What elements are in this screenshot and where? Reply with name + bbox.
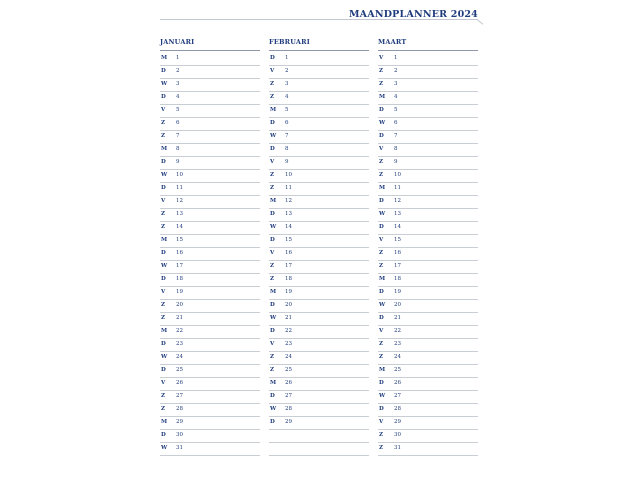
- weekday-letter: M: [270, 107, 277, 113]
- day-number: 22: [285, 328, 292, 334]
- day-row: [378, 378, 478, 391]
- day-row: [269, 365, 369, 378]
- weekday-letter: Z: [270, 367, 275, 373]
- day-row: [269, 248, 369, 261]
- day-number: 29: [285, 419, 292, 425]
- weekday-letter: W: [379, 302, 386, 308]
- day-row: [378, 261, 478, 274]
- weekday-letter: Z: [161, 120, 166, 126]
- weekday-letter: Z: [379, 81, 384, 87]
- day-number: 21: [394, 315, 401, 321]
- weekday-letter: V: [379, 55, 384, 61]
- day-number: 16: [176, 250, 183, 256]
- day-number: 1: [394, 55, 398, 61]
- day-number: 1: [285, 55, 289, 61]
- month-header-rule: [378, 50, 478, 51]
- weekday-letter: D: [161, 432, 166, 438]
- day-number: 12: [394, 198, 401, 204]
- weekday-letter: D: [161, 68, 166, 74]
- day-number: 25: [285, 367, 292, 373]
- day-number: 11: [394, 185, 401, 191]
- day-number: 2: [285, 68, 289, 74]
- day-number: 9: [394, 159, 398, 165]
- day-row: [378, 248, 478, 261]
- day-number: 16: [285, 250, 292, 256]
- day-row: [160, 391, 260, 404]
- day-row: [160, 300, 260, 313]
- day-number: 7: [394, 133, 398, 139]
- weekday-letter: W: [161, 263, 168, 269]
- weekday-letter: D: [161, 341, 166, 347]
- weekday-letter: D: [270, 146, 275, 152]
- day-row: [269, 300, 369, 313]
- day-row: [160, 79, 260, 92]
- day-number: 11: [176, 185, 183, 191]
- weekday-letter: D: [161, 250, 166, 256]
- day-number: 4: [285, 94, 289, 100]
- day-row: [160, 352, 260, 365]
- weekday-letter: M: [161, 237, 168, 243]
- day-number: 1: [176, 55, 180, 61]
- weekday-letter: D: [161, 367, 166, 373]
- day-row: [160, 131, 260, 144]
- day-number: 8: [285, 146, 289, 152]
- day-row: [269, 287, 369, 300]
- day-number: 28: [394, 406, 401, 412]
- day-number: 13: [285, 211, 292, 217]
- day-number: 3: [394, 81, 398, 87]
- day-row: [378, 352, 478, 365]
- weekday-letter: Z: [379, 68, 384, 74]
- weekday-letter: W: [161, 81, 168, 87]
- day-row: [160, 105, 260, 118]
- weekday-letter: D: [270, 237, 275, 243]
- day-row: [378, 404, 478, 417]
- day-row: [160, 157, 260, 170]
- month-header-rule: [269, 50, 369, 51]
- weekday-letter: D: [161, 185, 166, 191]
- weekday-letter: D: [270, 120, 275, 126]
- day-row: [269, 391, 369, 404]
- day-row: [269, 131, 369, 144]
- day-number: 15: [394, 237, 401, 243]
- day-number: 15: [176, 237, 183, 243]
- weekday-letter: Z: [270, 172, 275, 178]
- day-number: 14: [285, 224, 292, 230]
- day-number: 21: [176, 315, 183, 321]
- weekday-letter: D: [161, 276, 166, 282]
- weekday-letter: Z: [161, 133, 166, 139]
- weekday-letter: V: [379, 146, 384, 152]
- day-row: [378, 222, 478, 235]
- weekday-letter: D: [379, 315, 384, 321]
- day-number: 19: [394, 289, 401, 295]
- day-row: [160, 248, 260, 261]
- day-row: [378, 365, 478, 378]
- weekday-letter: V: [379, 237, 384, 243]
- day-row: [160, 326, 260, 339]
- day-number: 23: [394, 341, 401, 347]
- day-row: [269, 274, 369, 287]
- day-row: [269, 66, 369, 79]
- day-row: [378, 339, 478, 352]
- day-number: 20: [176, 302, 183, 308]
- day-row: [378, 118, 478, 131]
- weekday-letter: W: [161, 445, 168, 451]
- weekday-letter: Z: [161, 224, 166, 230]
- day-number: 17: [394, 263, 401, 269]
- day-row: [160, 66, 260, 79]
- day-row: [269, 170, 369, 183]
- day-row: [378, 53, 478, 66]
- weekday-letter: Z: [379, 263, 384, 269]
- day-row: [269, 157, 369, 170]
- day-row: [269, 326, 369, 339]
- day-number: 4: [176, 94, 180, 100]
- weekday-letter: W: [161, 354, 168, 360]
- day-number: 2: [394, 68, 398, 74]
- weekday-letter: Z: [379, 432, 384, 438]
- weekday-letter: Z: [270, 263, 275, 269]
- day-number: 23: [176, 341, 183, 347]
- weekday-letter: V: [379, 328, 384, 334]
- day-row: [378, 183, 478, 196]
- weekday-letter: V: [270, 250, 275, 256]
- day-row: [378, 170, 478, 183]
- day-number: 9: [176, 159, 180, 165]
- day-number: 6: [285, 120, 289, 126]
- day-row: [160, 404, 260, 417]
- day-number: 2: [176, 68, 180, 74]
- weekday-letter: D: [270, 393, 275, 399]
- day-row: [378, 235, 478, 248]
- day-row: [378, 287, 478, 300]
- day-number: 31: [394, 445, 401, 451]
- day-number: 18: [176, 276, 183, 282]
- day-list: [160, 53, 260, 456]
- day-number: 28: [176, 406, 183, 412]
- month-name: FEBRUARI: [269, 38, 311, 46]
- day-row: [269, 222, 369, 235]
- weekday-letter: Z: [379, 341, 384, 347]
- day-number: 18: [285, 276, 292, 282]
- day-number: 11: [285, 185, 292, 191]
- weekday-letter: V: [161, 107, 166, 113]
- weekday-letter: V: [161, 380, 166, 386]
- weekday-letter: Z: [270, 354, 275, 360]
- day-row: [269, 105, 369, 118]
- weekday-letter: M: [161, 419, 168, 425]
- weekday-letter: D: [379, 406, 384, 412]
- day-number: 8: [176, 146, 180, 152]
- day-number: 25: [176, 367, 183, 373]
- empty-day-row: [269, 430, 369, 443]
- weekday-letter: D: [161, 94, 166, 100]
- day-row: [378, 196, 478, 209]
- weekday-letter: Z: [270, 276, 275, 282]
- day-row: [160, 287, 260, 300]
- day-row: [378, 430, 478, 443]
- weekday-letter: Z: [379, 172, 384, 178]
- day-row: [378, 313, 478, 326]
- day-row: [160, 430, 260, 443]
- day-number: 27: [176, 393, 183, 399]
- weekday-letter: W: [270, 315, 277, 321]
- day-row: [378, 417, 478, 430]
- weekday-letter: D: [270, 328, 275, 334]
- day-number: 7: [176, 133, 180, 139]
- weekday-letter: Z: [270, 185, 275, 191]
- weekday-letter: M: [379, 367, 386, 373]
- day-row: [378, 443, 478, 456]
- day-row: [378, 92, 478, 105]
- weekday-letter: Z: [270, 94, 275, 100]
- month-column-februari: [269, 37, 369, 456]
- day-number: 18: [394, 276, 401, 282]
- day-number: 27: [285, 393, 292, 399]
- day-number: 22: [176, 328, 183, 334]
- day-number: 26: [285, 380, 292, 386]
- day-row: [269, 92, 369, 105]
- day-row: [160, 222, 260, 235]
- page-title: MAANDPLANNER 2024: [348, 9, 478, 20]
- day-row: [378, 131, 478, 144]
- day-number: 19: [285, 289, 292, 295]
- day-row: [378, 391, 478, 404]
- day-row: [160, 261, 260, 274]
- day-number: 14: [176, 224, 183, 230]
- weekday-letter: W: [161, 172, 168, 178]
- day-row: [378, 157, 478, 170]
- day-row: [378, 79, 478, 92]
- day-row: [160, 196, 260, 209]
- day-list: [269, 53, 369, 456]
- day-number: 7: [285, 133, 289, 139]
- day-number: 29: [176, 419, 183, 425]
- day-number: 15: [285, 237, 292, 243]
- weekday-letter: D: [270, 419, 275, 425]
- weekday-letter: M: [379, 276, 386, 282]
- weekday-letter: Z: [379, 354, 384, 360]
- weekday-letter: D: [161, 159, 166, 165]
- weekday-letter: Z: [379, 159, 384, 165]
- day-number: 22: [394, 328, 401, 334]
- day-row: [160, 183, 260, 196]
- day-row: [269, 118, 369, 131]
- day-row: [269, 404, 369, 417]
- day-number: 3: [285, 81, 289, 87]
- day-row: [269, 209, 369, 222]
- day-number: 30: [176, 432, 183, 438]
- weekday-letter: D: [379, 224, 384, 230]
- day-row: [269, 378, 369, 391]
- weekday-letter: W: [379, 120, 386, 126]
- day-number: 17: [176, 263, 183, 269]
- day-row: [269, 53, 369, 66]
- weekday-letter: D: [379, 198, 384, 204]
- day-number: 25: [394, 367, 401, 373]
- day-row: [378, 326, 478, 339]
- day-number: 12: [176, 198, 183, 204]
- day-row: [160, 118, 260, 131]
- day-number: 23: [285, 341, 292, 347]
- day-row: [160, 144, 260, 157]
- day-row: [378, 66, 478, 79]
- month-column-maart: [378, 37, 478, 456]
- day-number: 4: [394, 94, 398, 100]
- month-name: MAART: [378, 38, 407, 46]
- day-row: [269, 183, 369, 196]
- day-number: 9: [285, 159, 289, 165]
- weekday-letter: M: [270, 198, 277, 204]
- weekday-letter: W: [379, 393, 386, 399]
- weekday-letter: Z: [161, 406, 166, 412]
- day-row: [269, 235, 369, 248]
- day-number: 3: [176, 81, 180, 87]
- day-number: 5: [394, 107, 398, 113]
- weekday-letter: W: [270, 133, 277, 139]
- day-number: 6: [394, 120, 398, 126]
- day-row: [269, 417, 369, 430]
- day-number: 6: [176, 120, 180, 126]
- weekday-letter: M: [161, 328, 168, 334]
- weekday-letter: Z: [161, 393, 166, 399]
- day-row: [160, 53, 260, 66]
- day-number: 26: [394, 380, 401, 386]
- day-row: [378, 274, 478, 287]
- weekday-letter: D: [379, 133, 384, 139]
- day-number: 31: [176, 445, 183, 451]
- day-number: 26: [176, 380, 183, 386]
- day-row: [160, 378, 260, 391]
- day-number: 28: [285, 406, 292, 412]
- day-row: [269, 352, 369, 365]
- day-row: [160, 274, 260, 287]
- day-row: [378, 105, 478, 118]
- day-row: [160, 365, 260, 378]
- weekday-letter: D: [379, 107, 384, 113]
- day-row: [160, 209, 260, 222]
- day-number: 12: [285, 198, 292, 204]
- weekday-letter: D: [270, 55, 275, 61]
- day-row: [160, 235, 260, 248]
- day-row: [269, 339, 369, 352]
- day-row: [269, 144, 369, 157]
- day-number: 19: [176, 289, 183, 295]
- weekday-letter: M: [161, 146, 168, 152]
- weekday-letter: Z: [161, 315, 166, 321]
- month-header-rule: [160, 50, 260, 51]
- weekday-letter: W: [270, 406, 277, 412]
- weekday-letter: V: [161, 289, 166, 295]
- day-number: 27: [394, 393, 401, 399]
- day-row: [378, 300, 478, 313]
- weekday-letter: W: [270, 224, 277, 230]
- weekday-letter: D: [379, 289, 384, 295]
- day-number: 20: [394, 302, 401, 308]
- weekday-letter: D: [270, 302, 275, 308]
- day-number: 21: [285, 315, 292, 321]
- weekday-letter: V: [270, 159, 275, 165]
- weekday-letter: M: [379, 185, 386, 191]
- weekday-letter: V: [270, 68, 275, 74]
- weekday-letter: D: [379, 380, 384, 386]
- day-row: [160, 92, 260, 105]
- day-number: 29: [394, 419, 401, 425]
- day-number: 16: [394, 250, 401, 256]
- weekday-letter: V: [379, 419, 384, 425]
- day-row: [160, 417, 260, 430]
- day-number: 5: [176, 107, 180, 113]
- day-row: [269, 313, 369, 326]
- day-row: [378, 209, 478, 222]
- day-number: 5: [285, 107, 289, 113]
- day-row: [160, 313, 260, 326]
- day-number: 24: [394, 354, 401, 360]
- day-row: [269, 79, 369, 92]
- weekday-letter: V: [161, 198, 166, 204]
- day-number: 20: [285, 302, 292, 308]
- weekday-letter: V: [270, 341, 275, 347]
- weekday-letter: Z: [161, 211, 166, 217]
- month-column-januari: [160, 37, 260, 456]
- day-number: 14: [394, 224, 401, 230]
- day-number: 10: [176, 172, 183, 178]
- weekday-letter: Z: [270, 81, 275, 87]
- day-row: [269, 261, 369, 274]
- day-row: [378, 144, 478, 157]
- day-list: [378, 53, 478, 456]
- day-number: 13: [176, 211, 183, 217]
- weekday-letter: M: [379, 94, 386, 100]
- day-row: [160, 443, 260, 456]
- weekday-letter: M: [161, 55, 168, 61]
- month-name: JANUARI: [160, 38, 195, 46]
- day-number: 24: [285, 354, 292, 360]
- weekday-letter: M: [270, 380, 277, 386]
- day-number: 10: [394, 172, 401, 178]
- weekday-letter: Z: [379, 445, 384, 451]
- day-row: [269, 196, 369, 209]
- weekday-letter: D: [270, 211, 275, 217]
- day-number: 17: [285, 263, 292, 269]
- day-number: 8: [394, 146, 398, 152]
- weekday-letter: Z: [379, 250, 384, 256]
- day-number: 10: [285, 172, 292, 178]
- day-number: 13: [394, 211, 401, 217]
- day-number: 30: [394, 432, 401, 438]
- weekday-letter: W: [379, 211, 386, 217]
- weekday-letter: Z: [161, 302, 166, 308]
- weekday-letter: M: [270, 289, 277, 295]
- day-number: 24: [176, 354, 183, 360]
- day-row: [160, 170, 260, 183]
- day-row: [160, 339, 260, 352]
- empty-day-row: [269, 443, 369, 456]
